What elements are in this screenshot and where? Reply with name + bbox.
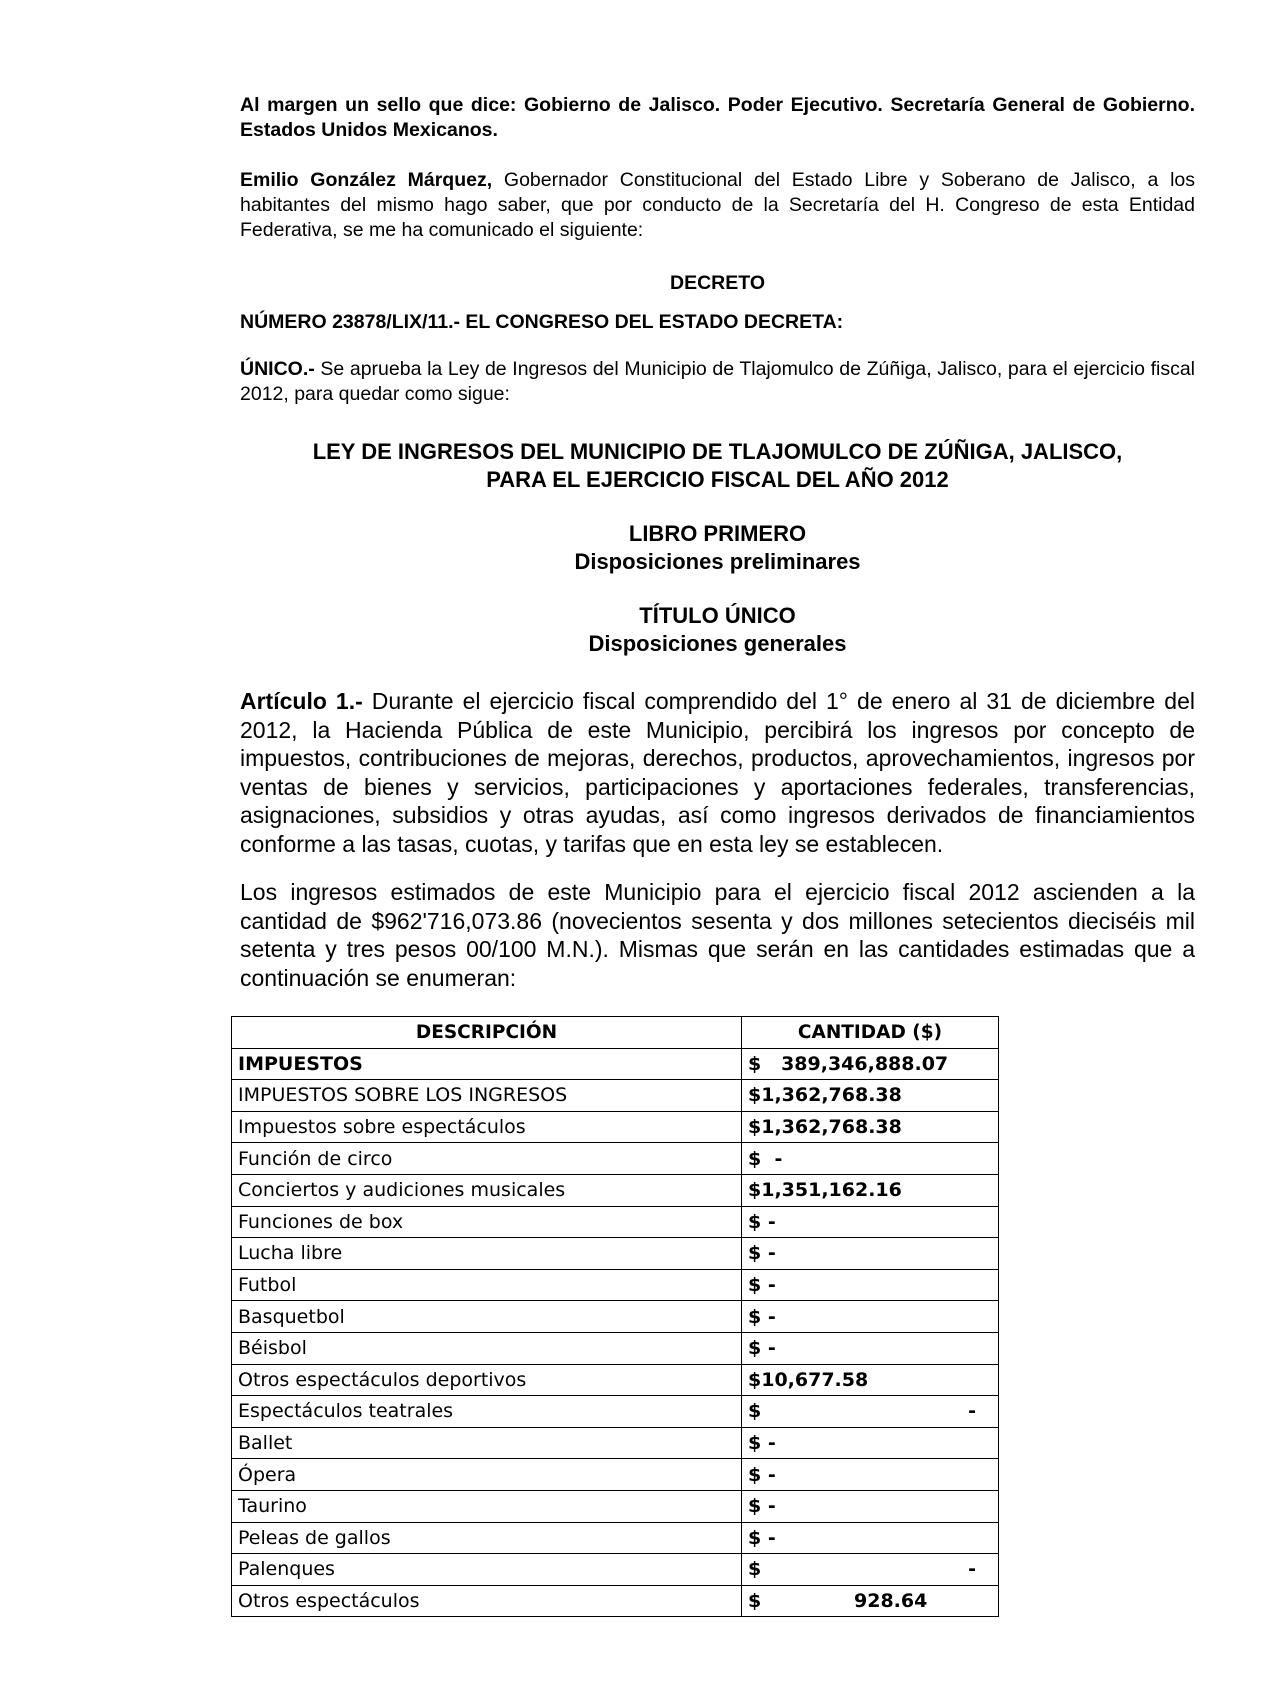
table-row — [232, 1332, 999, 1364]
row-description: Lucha libre — [232, 1238, 742, 1270]
row-amount: $ - — [742, 1206, 999, 1238]
row-amount: $ 389,346,888.07 — [742, 1048, 999, 1080]
decree-title: DECRETO — [670, 272, 765, 294]
row-amount: $1,351,162.16 — [742, 1174, 999, 1206]
row-description: Basquetbol — [232, 1301, 742, 1333]
row-amount: $1,362,768.38 — [742, 1111, 999, 1143]
row-amount-cell — [742, 1396, 999, 1428]
table-row — [232, 1143, 999, 1175]
law-title-line2: PARA EL EJERCICIO FISCAL DEL AÑO 2012 — [486, 467, 949, 492]
income-table — [231, 1016, 999, 1617]
table-row — [232, 1427, 999, 1459]
row-description: IMPUESTOS SOBRE LOS INGRESOS — [232, 1080, 742, 1112]
row-description: Futbol — [232, 1269, 742, 1301]
row-amount: $ — [748, 1400, 762, 1423]
table-row — [232, 1206, 999, 1238]
row-description: Peleas de gallos — [232, 1522, 742, 1554]
table-row — [232, 1238, 999, 1270]
row-amount-cell — [742, 1585, 999, 1617]
row-description: Ópera — [232, 1459, 742, 1491]
title-heading — [240, 602, 1195, 658]
governor-paragraph — [240, 168, 1195, 243]
table-row — [232, 1364, 999, 1396]
row-amount: $ - — [742, 1269, 999, 1301]
book-subtitle: Disposiciones preliminares — [574, 549, 861, 574]
row-description: Otros espectáculos deportivos — [232, 1364, 742, 1396]
book-heading — [240, 520, 1195, 576]
row-amount: $ - — [742, 1332, 999, 1364]
column-header-description: DESCRIPCIÓN — [232, 1017, 742, 1049]
row-amount: $ - — [742, 1238, 999, 1270]
table-row — [232, 1490, 999, 1522]
row-amount: $ — [748, 1589, 762, 1612]
table-row — [232, 1048, 999, 1080]
row-amount: $ — [748, 1558, 762, 1581]
row-description: Palenques — [232, 1554, 742, 1586]
row-description: Conciertos y audiciones musicales — [232, 1174, 742, 1206]
row-description: Béisbol — [232, 1332, 742, 1364]
unico-paragraph — [240, 357, 1195, 407]
seal-note-text: Al margen un sello que dice: Gobierno de Jalisco. Poder Ejecutivo. Secretaría General de Gobierno. Estados Unidos Mexicanos. — [240, 94, 1195, 141]
table-header-row — [232, 1017, 999, 1049]
table-row — [232, 1269, 999, 1301]
row-amount: $ - — [742, 1427, 999, 1459]
table-row — [232, 1301, 999, 1333]
row-description: Impuestos sobre espectáculos — [232, 1111, 742, 1143]
article-1 — [240, 687, 1195, 858]
title-section: TÍTULO ÚNICO — [639, 603, 796, 628]
table-row — [232, 1585, 999, 1617]
book-title: LIBRO PRIMERO — [628, 521, 807, 546]
row-amount: $ - — [742, 1522, 999, 1554]
seal-note — [240, 93, 1195, 143]
row-description: IMPUESTOS — [232, 1048, 742, 1080]
row-amount-cell — [742, 1554, 999, 1586]
article-label: Artículo 1.- — [240, 688, 363, 714]
row-description: Otros espectáculos — [232, 1585, 742, 1617]
row-amount: $ - — [742, 1301, 999, 1333]
table-row — [232, 1396, 999, 1428]
table-row — [232, 1111, 999, 1143]
row-description: Funciones de box — [232, 1206, 742, 1238]
row-amount: $1,362,768.38 — [742, 1080, 999, 1112]
row-amount-dash: - — [968, 1558, 976, 1581]
row-description: Espectáculos teatrales — [232, 1396, 742, 1428]
row-amount: $ - — [742, 1143, 999, 1175]
law-title — [240, 438, 1195, 494]
unico-text: Se aprueba la Ley de Ingresos del Municipio de Tlajomulco de Zúñiga, Jalisco, para el ejercicio fiscal 2012, para quedar como sigue: — [240, 358, 1195, 405]
row-amount: $ - — [742, 1490, 999, 1522]
table-row — [232, 1522, 999, 1554]
column-header-amount: CANTIDAD ($) — [742, 1017, 999, 1049]
estimate-paragraph: Los ingresos estimados de este Municipio para el ejercicio fiscal 2012 ascienden a la cantidad de $962'716,073.86 (novecientos sesenta y dos millones setecientos dieciséis mil setenta y tres pesos 00/100 M.N.). Mismas que serán en las cantidades estimadas que a continuación se enumeran: — [240, 879, 1195, 991]
governor-name: Emilio González Márquez, — [240, 169, 493, 191]
row-amount-value: 928.64 — [854, 1589, 928, 1612]
row-amount: $ - — [742, 1459, 999, 1491]
row-description: Ballet — [232, 1427, 742, 1459]
row-amount: $10,677.58 — [742, 1364, 999, 1396]
governor-text: Gobernador Constitucional del Estado Libre y Soberano de Jalisco, a los habitantes del mismo hago saber, que por conducto de la Secretaría del H. Congreso de esta Entidad Federativa, se me ha comunicado el siguiente: — [240, 169, 1195, 241]
article-text: Durante el ejercicio fiscal comprendido del 1° de enero al 31 de diciembre del 2012, la Hacienda Pública de este Municipio, percibirá los ingresos por concepto de impuestos, contribuciones de mejoras, derechos, productos, aprovechamientos, ingresos por ventas de bienes y servicios, participaciones y aportaciones federales, transferencias, asignaciones, subsidios y otras ayudas, así como ingresos derivados de financiamientos conforme a las tasas, cuotas, y tarifas que en esta ley se establecen. — [240, 688, 1195, 857]
decree-number: NÚMERO 23878/LIX/11.- EL CONGRESO DEL ESTADO DECRETA: — [240, 311, 844, 333]
table-row — [232, 1174, 999, 1206]
row-description: Taurino — [232, 1490, 742, 1522]
unico-label: ÚNICO.- — [240, 358, 315, 380]
table-row — [232, 1459, 999, 1491]
law-title-line1: LEY DE INGRESOS DEL MUNICIPIO DE TLAJOMULCO DE ZÚÑIGA, JALISCO, — [312, 439, 1123, 464]
table-row — [232, 1080, 999, 1112]
title-subtitle: Disposiciones generales — [588, 631, 847, 656]
row-amount-dash: - — [968, 1400, 976, 1423]
row-description: Función de circo — [232, 1143, 742, 1175]
table-row — [232, 1554, 999, 1586]
